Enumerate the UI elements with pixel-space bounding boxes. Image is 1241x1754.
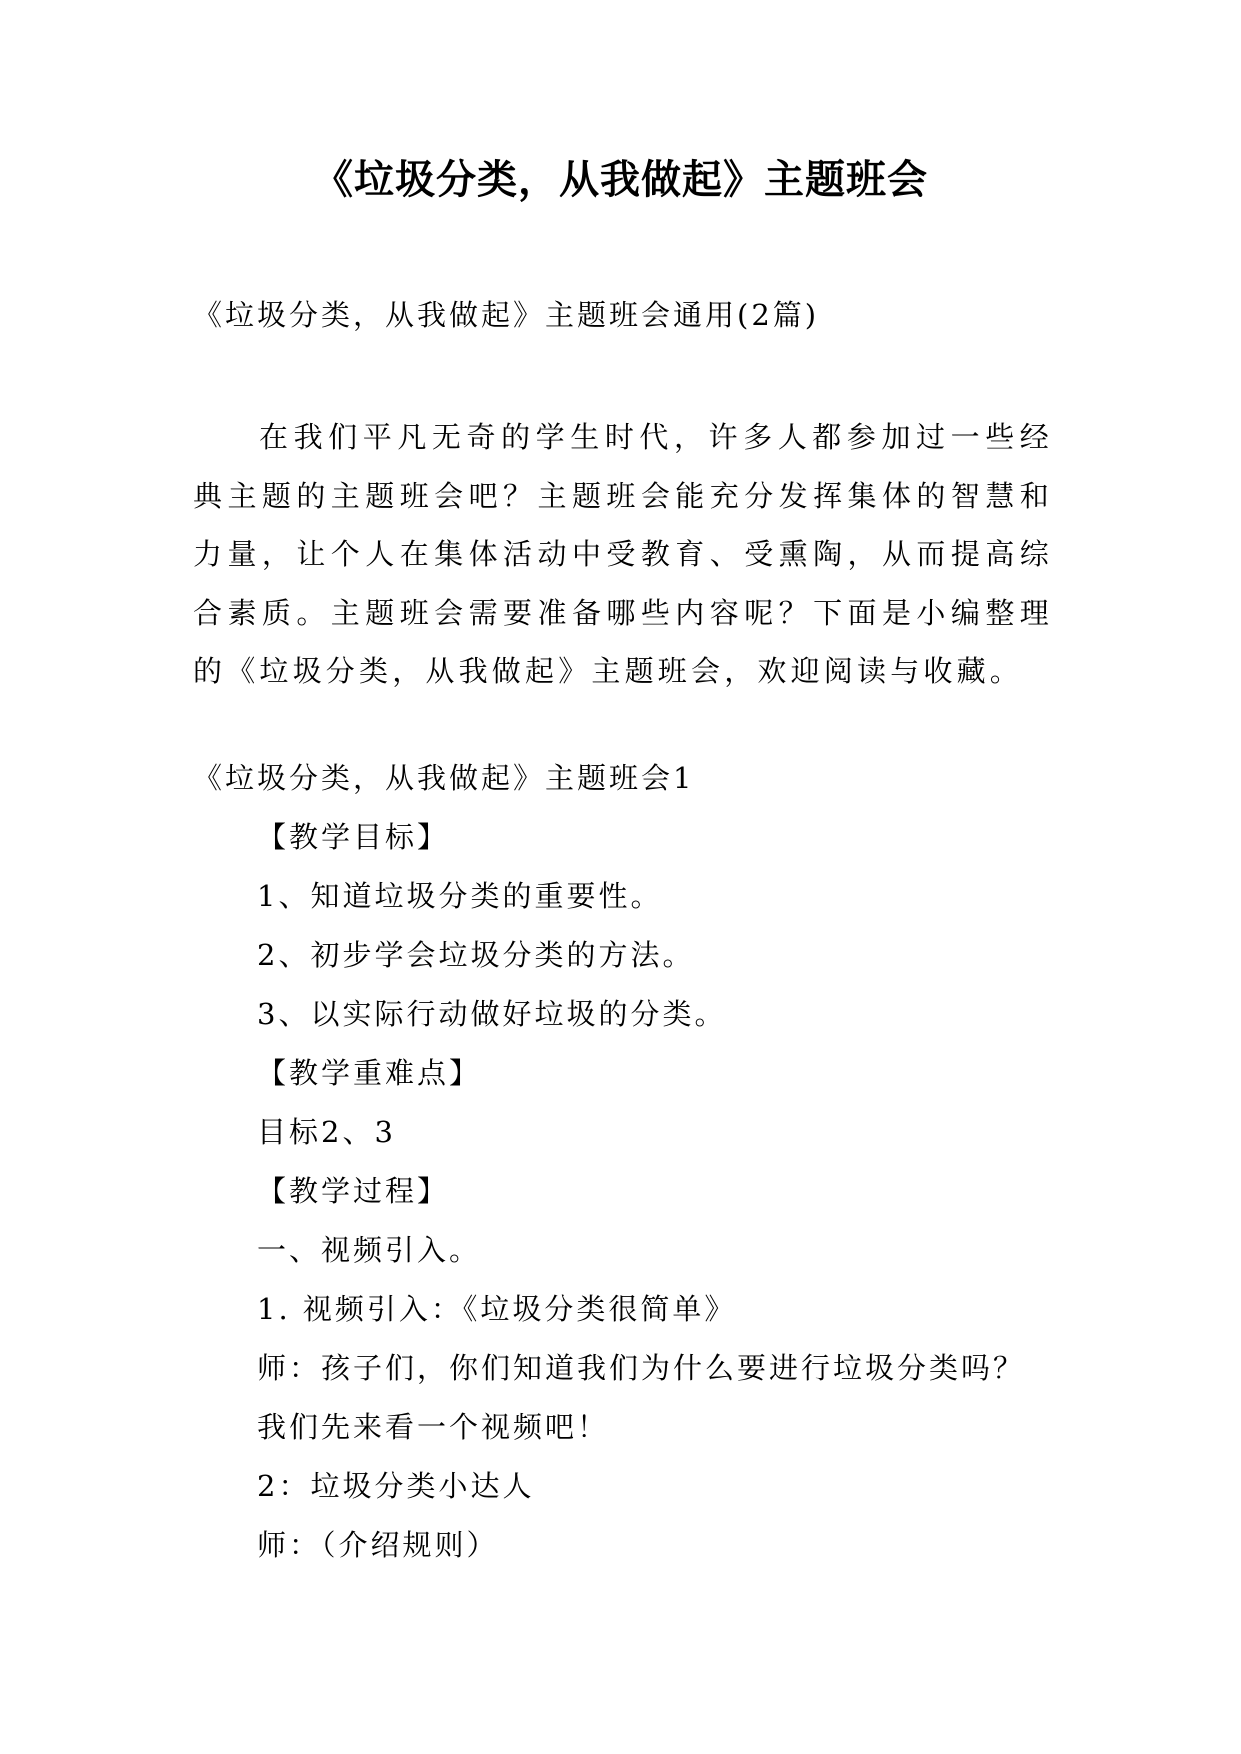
goal-item-2: 2、初步学会垃圾分类的方法。 [257,938,695,972]
goal-item-1: 1、知道垃圾分类的重要性。 [257,879,663,913]
heading-teaching-process: 【教学过程】 [257,1174,450,1208]
heading-teaching-goals: 【教学目标】 [257,820,450,854]
process-item-1: 1. 视频引入：《垃圾分类很简单》 [257,1292,737,1326]
document-title: 《垃圾分类，从我做起》主题班会 [313,157,928,203]
key-points-text: 目标2、3 [257,1115,396,1149]
teacher-line-2: 我们先来看一个视频吧！ [257,1410,610,1444]
intro-paragraph: 在我们平凡无奇的学生时代，许多人都参加过一些经典主题的主题班会吧？主题班会能充分发挥集体的智慧和力量，让个人在集体活动中受教育、受熏陶，从而提高综合素质。主题班会需要准备哪些内容呢？下面是小编整理的《垃圾分类，从我做起》主题班会，欢迎阅读与收藏。 [193,420,1053,688]
teacher-line-3: 师：（介绍规则） [257,1528,499,1562]
heading-key-points: 【教学重难点】 [257,1056,482,1090]
process-item-2: 2：垃圾分类小达人 [257,1469,535,1503]
goal-item-3: 3、以实际行动做好垃圾的分类。 [257,997,727,1031]
document-subtitle: 《垃圾分类，从我做起》主题班会通用(2篇) [193,298,820,332]
section-heading: 《垃圾分类，从我做起》主题班会1 [193,761,695,795]
teacher-line-1: 师：孩子们，你们知道我们为什么要进行垃圾分类吗？ [257,1351,1026,1385]
process-step-heading: 一、视频引入。 [257,1233,482,1267]
